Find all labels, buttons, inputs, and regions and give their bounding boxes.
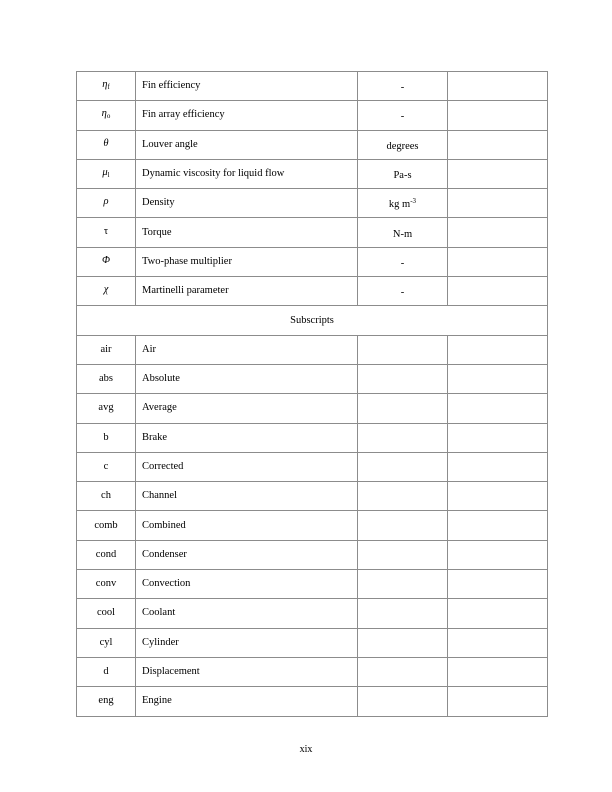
description-cell: Dynamic viscosity for liquid flow [136, 159, 358, 188]
section-row [77, 306, 548, 335]
abbr-cell: cond [77, 540, 136, 569]
description-cell: Martinelli parameter [136, 277, 358, 306]
nomenclature-body [77, 72, 548, 717]
table-row [77, 628, 548, 657]
empty-cell [448, 72, 548, 101]
description-cell: Air [136, 335, 358, 364]
description-cell: Corrected [136, 452, 358, 481]
description-cell: Average [136, 394, 358, 423]
empty-cell [448, 452, 548, 481]
unit-cell: N-m [358, 218, 448, 247]
table-row [77, 540, 548, 569]
empty-cell [358, 452, 448, 481]
description-cell: Density [136, 189, 358, 218]
table-row [77, 364, 548, 393]
table-row [77, 423, 548, 452]
empty-cell [448, 570, 548, 599]
empty-cell [448, 540, 548, 569]
table-row [77, 247, 548, 276]
table-row [77, 511, 548, 540]
empty-cell [358, 540, 448, 569]
abbr-cell: conv [77, 570, 136, 599]
abbr-cell: cyl [77, 628, 136, 657]
table-row [77, 189, 548, 218]
abbr-cell: ch [77, 482, 136, 511]
empty-cell [448, 189, 548, 218]
empty-cell [448, 277, 548, 306]
abbr-cell: comb [77, 511, 136, 540]
empty-cell [448, 130, 548, 159]
unit-cell: - [358, 277, 448, 306]
empty-cell [358, 482, 448, 511]
symbol-cell: $\mu_l$ [77, 159, 136, 188]
table-row [77, 72, 548, 101]
empty-cell [448, 364, 548, 393]
unit-cell: - [358, 72, 448, 101]
abbr-cell: c [77, 452, 136, 481]
table-row [77, 570, 548, 599]
description-cell: Engine [136, 687, 358, 716]
empty-cell [448, 423, 548, 452]
empty-cell [448, 394, 548, 423]
abbr-cell: eng [77, 687, 136, 716]
empty-cell [448, 628, 548, 657]
abbr-cell: air [77, 335, 136, 364]
table-row [77, 101, 548, 130]
description-cell: Displacement [136, 657, 358, 686]
unit-cell: Pa-s [358, 159, 448, 188]
empty-cell [448, 511, 548, 540]
symbol-cell: Φ [77, 247, 136, 276]
nomenclature-table [76, 71, 548, 717]
table-row [77, 452, 548, 481]
description-cell: Cylinder [136, 628, 358, 657]
empty-cell [358, 657, 448, 686]
description-cell: Coolant [136, 599, 358, 628]
description-cell: Torque [136, 218, 358, 247]
description-cell: Two-phase multiplier [136, 247, 358, 276]
symbol-cell: ρ [77, 189, 136, 218]
description-cell: Combined [136, 511, 358, 540]
abbr-cell: b [77, 423, 136, 452]
empty-cell [448, 335, 548, 364]
description-cell: Condenser [136, 540, 358, 569]
empty-cell [358, 423, 448, 452]
abbr-cell: abs [77, 364, 136, 393]
abbr-cell: avg [77, 394, 136, 423]
section-heading: Subscripts [77, 306, 548, 335]
empty-cell [448, 657, 548, 686]
empty-cell [358, 364, 448, 393]
empty-cell [448, 159, 548, 188]
empty-cell [358, 628, 448, 657]
description-cell: Absolute [136, 364, 358, 393]
empty-cell [358, 335, 448, 364]
empty-cell [448, 101, 548, 130]
empty-cell [358, 570, 448, 599]
table-row [77, 599, 548, 628]
empty-cell [358, 394, 448, 423]
description-cell: Channel [136, 482, 358, 511]
description-cell: Louver angle [136, 130, 358, 159]
table-row [77, 277, 548, 306]
description-cell: Fin array efficiency [136, 101, 358, 130]
table-row [77, 335, 548, 364]
unit-cell: - [358, 247, 448, 276]
empty-cell [448, 599, 548, 628]
symbol-cell: θ [77, 130, 136, 159]
description-cell: Fin efficiency [136, 72, 358, 101]
table-row [77, 687, 548, 716]
page-number: xix [299, 744, 313, 755]
symbol-cell: $\eta_o$ [77, 101, 136, 130]
empty-cell [448, 218, 548, 247]
description-cell: Convection [136, 570, 358, 599]
table-row [77, 130, 548, 159]
empty-cell [358, 687, 448, 716]
unit-cell: degrees [358, 130, 448, 159]
empty-cell [448, 687, 548, 716]
symbol-cell: χ [77, 277, 136, 306]
empty-cell [448, 482, 548, 511]
table-row [77, 482, 548, 511]
empty-cell [358, 511, 448, 540]
description-cell: Brake [136, 423, 358, 452]
empty-cell [358, 599, 448, 628]
empty-cell [448, 247, 548, 276]
symbol-cell: $\eta_f$ [77, 72, 136, 101]
abbr-cell: cool [77, 599, 136, 628]
unit-cell: kg $m^{-3}$ [358, 189, 448, 218]
unit-cell: - [358, 101, 448, 130]
table-row [77, 218, 548, 247]
table-row [77, 394, 548, 423]
table-row [77, 657, 548, 686]
symbol-cell: τ [77, 218, 136, 247]
table-row [77, 159, 548, 188]
abbr-cell: d [77, 657, 136, 686]
